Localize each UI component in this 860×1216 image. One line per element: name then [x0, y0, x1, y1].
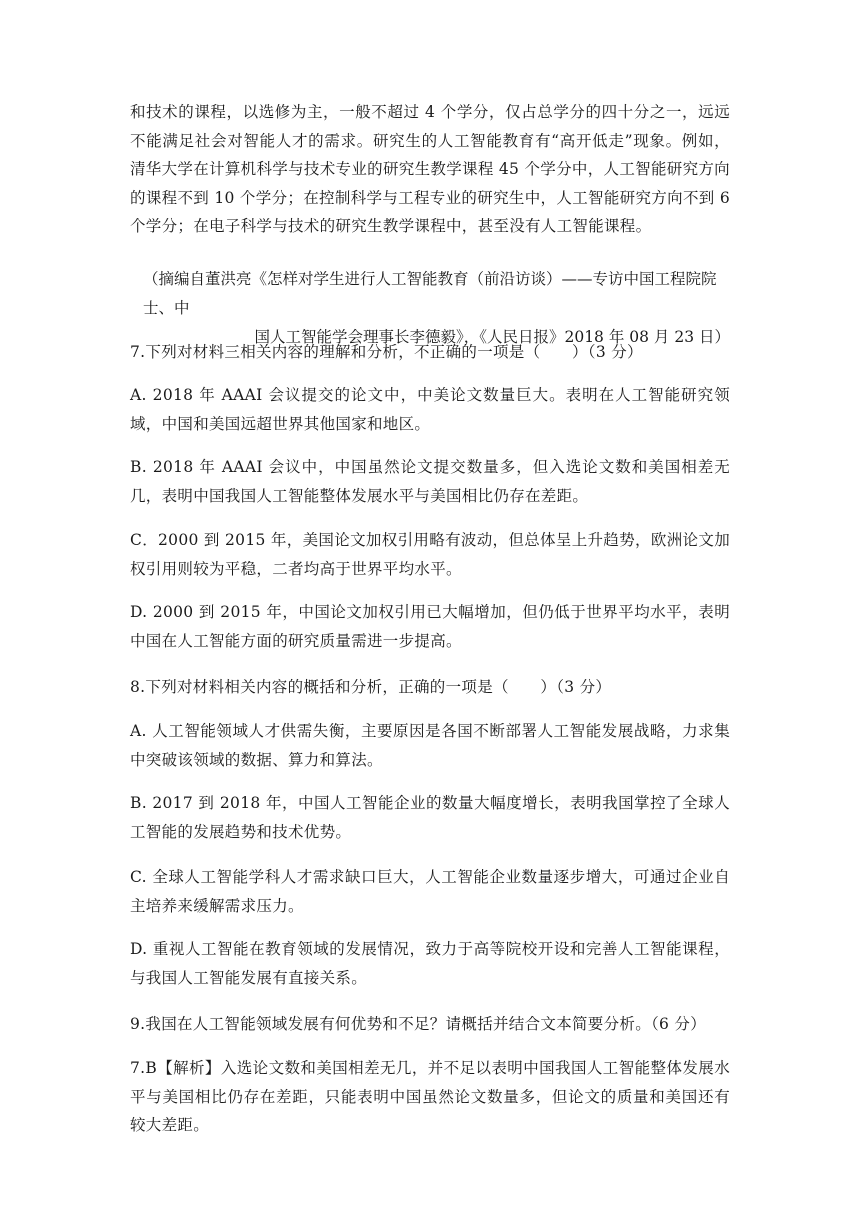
question-9-stem: 9.我国在人工智能领域发展有何优势和不足？请概括并结合文本简要分析。（6 分） [130, 1015, 707, 1033]
question-7-stem: 7.下列对材料三相关内容的理解和分析，不正确的一项是（ ）（3 分） [130, 343, 643, 361]
question-7-option-a: A. 2018 年 AAAI 会议提交的论文中，中美论文数量巨大。表明在人工智能研究领域，中国和美国远超世界其他国家和地区。 [130, 386, 730, 433]
question-8-stem: 8.下列对材料相关内容的概括和分析，正确的一项是（ ）（3 分） [130, 678, 612, 696]
question-8-option-b: B. 2017 到 2018 年，中国人工智能企业的数量大幅度增长，表明我国掌控了全球人工智能的发展趋势和技术优势。 [130, 794, 730, 841]
material-paragraph: 和技术的课程，以选修为主，一般不超过 4 个学分，仅占总学分的四十分之一，远远不能满足社会对智能人才的需求。研究生的人工智能教育有“高开低走”现象。例如，清华大学在计算机科学与技术专业的研究生教学课程 45 个学分中，人工智能研究方向的课程不到 10 个学分；在控制科学与工程专业的研究生中，人工智能研究方向不到 6 个学分；在电子科学与技术的研究生教学课程中，甚至没有人工智能课程。 [130, 103, 730, 235]
citation-line-2: 国人工智能学会理事长李德毅》，《人民日报》2018 年 08 月 23 日） [254, 328, 730, 346]
question-7-option-c: C．2000 到 2015 年，美国论文加权引用略有波动，但总体呈上升趋势，欧洲论文加权引用则较为平稳，二者均高于世界平均水平。 [130, 531, 730, 578]
question-8-option-a: A. 人工智能领域人才供需失衡，主要原因是各国不断部署人工智能发展战略，力求集中突破该领域的数据、算力和算法。 [130, 722, 730, 769]
question-7-option-b: B. 2018 年 AAAI 会议中，中国虽然论文提交数量多，但入选论文数和美国相差无几，表明中国我国人工智能整体发展水平与美国相比仍存在差距。 [130, 458, 730, 505]
question-7-option-d: D. 2000 到 2015 年，中国论文加权引用已大幅增加，但仍低于世界平均水平，表明中国在人工智能方面的研究质量需进一步提高。 [130, 603, 730, 650]
answer-7-explanation: 7.B【解析】入选论文数和美国相差无几，并不足以表明中国我国人工智能整体发展水平与美国相比仍存在差距，只能表明中国虽然论文数量多，但论文的质量和美国还有较大差距。 [130, 1059, 730, 1134]
question-8-option-c: C. 全球人工智能学科人才需求缺口巨大，人工智能企业数量逐步增大，可通过企业自主培养来缓解需求压力。 [130, 868, 730, 915]
citation-line-1: （摘编自董洪亮《怎样对学生进行人工智能教育（前沿访谈）——专访中国工程院院士、中 [143, 270, 717, 317]
question-8-option-d: D. 重视人工智能在教育领域的发展情况，致力于高等院校开设和完善人工智能课程，与我国人工智能发展有直接关系。 [130, 940, 730, 987]
